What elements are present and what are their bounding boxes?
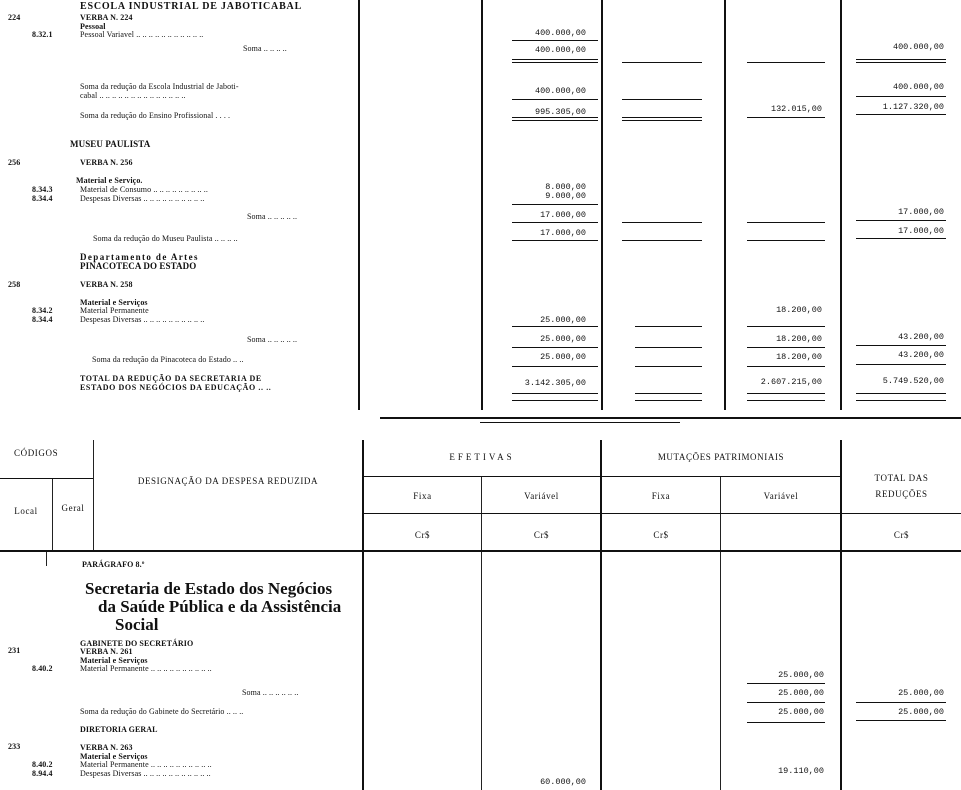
sum-rule bbox=[512, 99, 598, 100]
total-amount: 17.000,00 bbox=[898, 226, 944, 236]
sum-rule bbox=[747, 347, 825, 348]
grand-total-label: TOTAL DA REDUÇÃO DA SECRETARIA DE bbox=[80, 374, 262, 383]
header-fixa: Fixa bbox=[413, 491, 432, 501]
total-amount: 25.000,00 bbox=[898, 707, 944, 717]
sum-rule bbox=[856, 400, 946, 401]
amount: 25.000,00 bbox=[778, 670, 824, 680]
soma-reducao: Soma da redução da Pinacoteca do Estado .. .. bbox=[92, 355, 244, 364]
subheading: Material e Serviços bbox=[80, 298, 148, 307]
sum-rule bbox=[856, 96, 946, 97]
sum-rule bbox=[635, 366, 702, 367]
amount: 400.000,00 bbox=[534, 45, 586, 55]
section-title: Departamento de Artes bbox=[80, 252, 199, 262]
sum-rule bbox=[856, 720, 946, 721]
header-rule bbox=[720, 476, 721, 790]
sum-rule bbox=[747, 722, 825, 723]
section-title: PINACOTECA DO ESTADO bbox=[80, 261, 197, 271]
sum-rule bbox=[622, 62, 702, 63]
row-code: 256 bbox=[8, 158, 21, 167]
amount: 995.305,00 bbox=[534, 107, 586, 117]
sum-rule bbox=[747, 240, 825, 241]
header-codigos: CÓDIGOS bbox=[14, 448, 59, 458]
header-geral: Geral bbox=[61, 503, 85, 513]
column-rule bbox=[601, 0, 603, 410]
sum-rule bbox=[512, 204, 598, 205]
soma-label: Soma .. .. .. .. .. bbox=[247, 212, 298, 221]
sum-rule bbox=[512, 326, 598, 327]
header-mutacoes: MUTAÇÕES PATRIMONIAIS bbox=[657, 452, 785, 462]
sum-rule bbox=[747, 400, 825, 401]
header-rule bbox=[0, 478, 93, 479]
paragrafo-label: PARÁGRAFO 8.º bbox=[82, 560, 145, 569]
amount: 17.000,00 bbox=[540, 228, 586, 238]
sum-rule bbox=[747, 62, 825, 63]
amount: 17.000,00 bbox=[540, 210, 586, 220]
amount: 18.200,00 bbox=[776, 305, 822, 315]
section-title: GABINETE DO SECRETÁRIO bbox=[80, 639, 194, 648]
sum-rule bbox=[512, 240, 598, 241]
header-local: Local bbox=[14, 506, 38, 516]
total-amount: 43.200,00 bbox=[898, 332, 944, 342]
sum-rule bbox=[635, 400, 702, 401]
amount: 8.000,00 bbox=[545, 182, 586, 192]
row-code: 8.34.2 bbox=[32, 306, 53, 315]
sum-rule bbox=[512, 347, 598, 348]
sum-rule bbox=[856, 393, 946, 394]
amount: 132.015,00 bbox=[770, 104, 822, 114]
total-amount: 43.200,00 bbox=[898, 350, 944, 360]
sum-rule bbox=[635, 347, 702, 348]
sum-rule bbox=[512, 120, 598, 121]
soma-reducao: Soma da redução do Ensino Profissional . . . . bbox=[80, 111, 231, 120]
header-rule bbox=[52, 478, 53, 552]
row-code: 231 bbox=[8, 646, 21, 655]
sum-rule bbox=[747, 326, 825, 327]
sum-rule bbox=[512, 40, 598, 41]
line-item: Material Permanente bbox=[80, 306, 149, 315]
sum-rule bbox=[635, 326, 702, 327]
page-break-rule bbox=[480, 422, 680, 423]
column-rule bbox=[840, 0, 842, 410]
sum-rule bbox=[512, 366, 598, 367]
amount: 25.000,00 bbox=[540, 352, 586, 362]
sum-rule bbox=[622, 99, 702, 100]
total-amount: 25.000,00 bbox=[898, 688, 944, 698]
line-item: Despesas Diversas .. .. .. .. .. .. .. .. .. .. bbox=[80, 194, 205, 203]
header-currency: Cr$ bbox=[653, 530, 669, 540]
sum-rule bbox=[622, 240, 702, 241]
sum-rule bbox=[622, 120, 702, 121]
soma-reducao: cabal .. .. .. .. .. .. .. .. .. .. .. .. .. .. bbox=[80, 91, 186, 100]
amount: 9.000,00 bbox=[545, 191, 586, 201]
header-variavel: Variável bbox=[524, 491, 559, 501]
row-code: 8.34.4 bbox=[32, 194, 53, 203]
header-rule bbox=[93, 440, 94, 552]
sum-rule bbox=[512, 393, 598, 394]
total-amount: 400.000,00 bbox=[892, 42, 944, 52]
column-rule bbox=[724, 0, 726, 410]
sum-rule bbox=[622, 222, 702, 223]
sum-rule bbox=[856, 220, 946, 221]
amount: 25.000,00 bbox=[778, 707, 824, 717]
verba-label: VERBA N. 224 bbox=[80, 13, 133, 22]
line-item: Despesas Diversas .. .. .. .. .. .. .. .. .. .. bbox=[80, 315, 205, 324]
sum-rule bbox=[747, 117, 825, 118]
header-currency: Cr$ bbox=[414, 530, 431, 540]
soma-label: Soma .. .. .. .. .. bbox=[247, 335, 298, 344]
header-rule bbox=[481, 476, 482, 790]
row-code: 8.40.2 bbox=[32, 664, 53, 673]
line-item: Material de Consumo .. .. .. .. .. .. .. .. .. bbox=[80, 185, 208, 194]
line-item: Despesas Diversas .. .. .. .. .. .. .. .. .. .. .. bbox=[80, 769, 211, 778]
amount: 18.200,00 bbox=[776, 352, 822, 362]
header-fixa: Fixa bbox=[651, 491, 671, 501]
row-code: 8.40.2 bbox=[32, 760, 53, 769]
sum-rule bbox=[856, 364, 946, 365]
sum-rule bbox=[856, 238, 946, 239]
amount: 19.110,00 bbox=[778, 766, 824, 776]
sum-rule bbox=[747, 683, 825, 684]
column-rule bbox=[481, 0, 483, 410]
sum-rule bbox=[512, 400, 598, 401]
line-item: Material Permanente .. .. .. .. .. .. .. .. .. .. bbox=[80, 760, 212, 769]
row-code: 8.32.1 bbox=[32, 30, 53, 39]
amount: 400.000,00 bbox=[534, 28, 586, 38]
amount: 18.200,00 bbox=[776, 334, 822, 344]
column-rule bbox=[358, 0, 360, 410]
line-item: Material Permanente .. .. .. .. .. .. .. .. .. .. bbox=[80, 664, 212, 673]
sum-rule bbox=[747, 366, 825, 367]
verba-label: VERBA N. 258 bbox=[80, 280, 133, 289]
header-rule bbox=[46, 552, 47, 566]
sum-rule bbox=[856, 702, 946, 703]
section-title: DIRETORIA GERAL bbox=[80, 725, 158, 734]
page-break-rule bbox=[380, 417, 961, 419]
row-code: 224 bbox=[8, 13, 21, 22]
row-code: 233 bbox=[8, 742, 21, 751]
subheading: Material e Serviços bbox=[80, 752, 148, 761]
header-rule bbox=[364, 513, 961, 514]
soma-reducao: Soma da redução do Museu Paulista .. .. .. .. bbox=[93, 234, 238, 243]
grand-total-label: ESTADO DOS NEGÓCIOS DA EDUCAÇÃO .. .. bbox=[80, 383, 272, 392]
header-efetivas: EFETIVAS bbox=[449, 452, 515, 462]
row-code: 8.34.3 bbox=[32, 185, 53, 194]
sum-rule bbox=[856, 345, 946, 346]
sum-rule bbox=[856, 62, 946, 63]
sum-rule bbox=[747, 702, 825, 703]
header-total-das: TOTAL DAS bbox=[874, 473, 929, 483]
sum-rule bbox=[512, 117, 598, 118]
sum-rule bbox=[512, 62, 598, 63]
section-title: MUSEU PAULISTA bbox=[70, 139, 151, 149]
sum-rule bbox=[747, 222, 825, 223]
total-amount: 5.749.520,00 bbox=[882, 376, 944, 386]
secretaria-title: Social bbox=[115, 615, 159, 634]
sum-rule bbox=[856, 114, 946, 115]
amount: 25.000,00 bbox=[778, 688, 824, 698]
sum-rule bbox=[622, 117, 702, 118]
row-code: 8.94.4 bbox=[32, 769, 53, 778]
header-reducoes: REDUÇÕES bbox=[875, 489, 928, 499]
sum-rule bbox=[635, 393, 702, 394]
soma-reducao: Soma da redução do Gabinete do Secretário .. .. .. bbox=[80, 707, 244, 716]
soma-label: Soma .. .. .. .. .. .. bbox=[242, 688, 299, 697]
row-code: 258 bbox=[8, 280, 21, 289]
sum-rule bbox=[512, 222, 598, 223]
soma-reducao: Soma da redução da Escola Industrial de Jaboti- bbox=[80, 82, 239, 91]
sum-rule bbox=[856, 59, 946, 60]
total-amount: 400.000,00 bbox=[892, 82, 944, 92]
total-amount: 17.000,00 bbox=[898, 207, 944, 217]
verba-label: VERBA N. 256 bbox=[80, 158, 133, 167]
amount: 400.000,00 bbox=[534, 86, 586, 96]
section-title: ESCOLA INDUSTRIAL DE JABOTICABAL bbox=[80, 1, 303, 12]
subheading: Material e Serviços bbox=[80, 656, 148, 665]
amount: 3.142.305,00 bbox=[524, 378, 586, 388]
verba-label: VERBA N. 261 bbox=[80, 647, 133, 656]
total-amount: 1.127.320,00 bbox=[882, 102, 944, 112]
sum-rule bbox=[747, 393, 825, 394]
soma-label: Soma .. .. .. .. bbox=[243, 44, 287, 53]
header-designacao: DESIGNAÇÃO DA DESPESA REDUZIDA bbox=[137, 476, 319, 486]
header-currency: Cr$ bbox=[533, 530, 550, 540]
amount: 25.000,00 bbox=[540, 315, 586, 325]
amount: 60.000,00 bbox=[540, 777, 586, 787]
subheading: Material e Serviço. bbox=[76, 176, 143, 185]
header-variavel: Variável bbox=[763, 491, 799, 501]
header-rule bbox=[364, 476, 840, 477]
header-currency: Cr$ bbox=[893, 530, 910, 540]
sum-rule bbox=[512, 59, 598, 60]
amount: 25.000,00 bbox=[540, 334, 586, 344]
verba-label: VERBA N. 263 bbox=[80, 743, 133, 752]
subheading: Pessoal bbox=[80, 22, 106, 31]
amount: 2.607.215,00 bbox=[760, 377, 822, 387]
secretaria-title: Secretaria de Estado dos Negócios bbox=[85, 579, 333, 598]
secretaria-title: da Saúde Pública e da Assistência bbox=[98, 597, 342, 616]
row-code: 8.34.4 bbox=[32, 315, 53, 324]
header-rule bbox=[0, 550, 961, 552]
line-item: Pessoal Variavel .. .. .. .. .. .. .. .. .. .. .. bbox=[80, 30, 204, 39]
